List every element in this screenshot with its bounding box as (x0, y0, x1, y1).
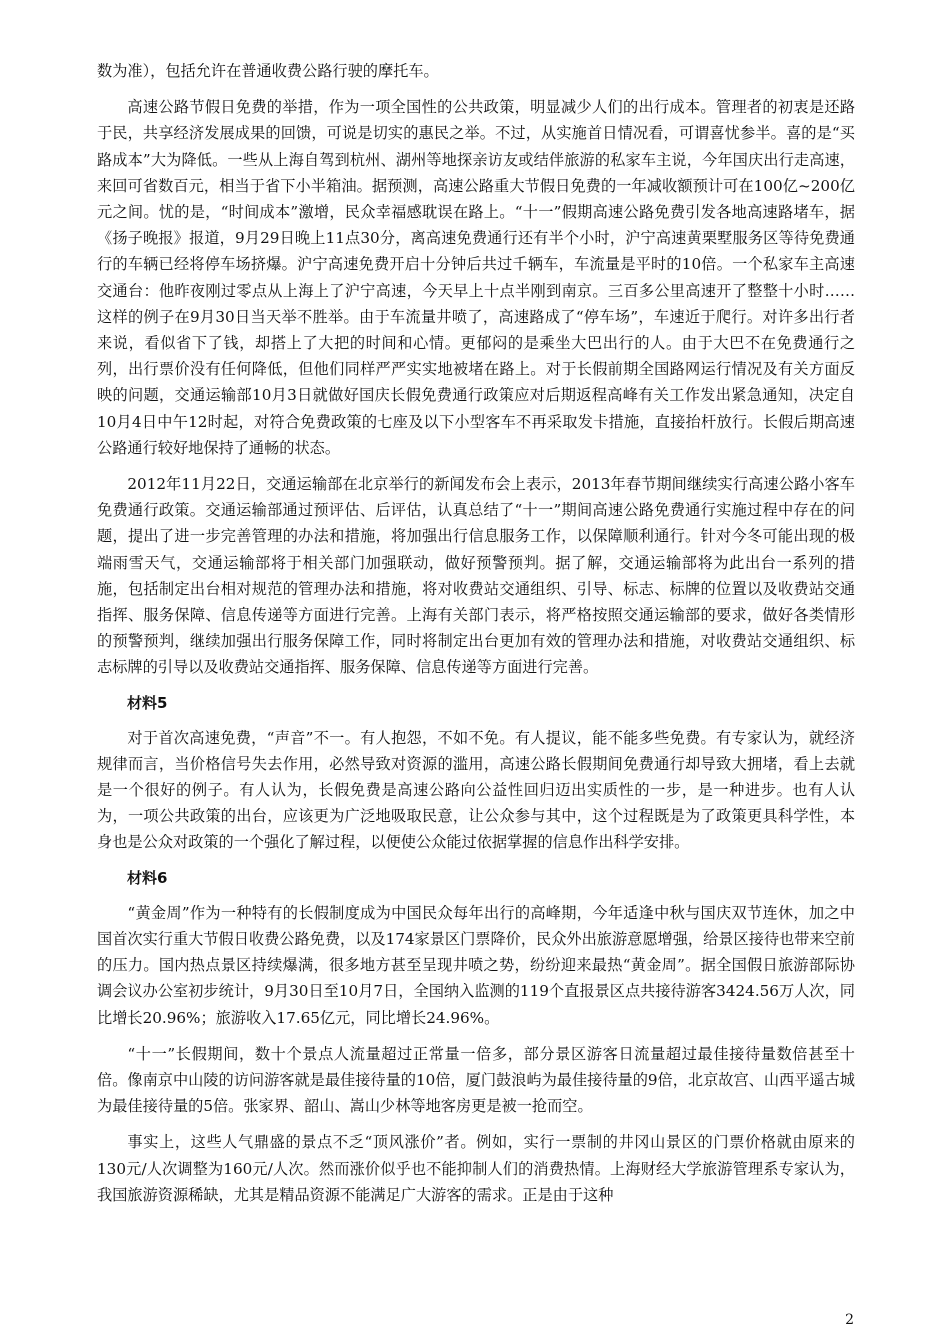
material-5-heading: 材料5 (127, 693, 168, 712)
paragraph-golden-week: “黄金周”作为一种特有的长假制度成为中国民众每年出行的高峰期，今年适逢中秋与国庆双节连休，加之中国首次实行重大节假日收费公路免费，以及174家景区门票降价，民众外出旅游意愿增强，给景区接待也带来空前的压力。国内热点景区持续爆满，很多地方甚至呈现井喷之势，纷纷迎来最热“黄金周”。据全国假日旅游部际协调会议办公室初步统计，9月30日至10月7日，全国纳入监测的119个直报景区点共接待游客3424.56万人次，同比增长20.96%；旅游收入17.65亿元，同比增长24.96%。 (97, 903, 855, 1027)
paragraph-public-opinion: 对于首次高速免费，“声音”不一。有人抱怨，不如不免。有人提议，能不能多些免费。有专家认为，就经济规律而言，当价格信号失去作用，必然导致对资源的滥用，高速公路长假期间免费通行却导致大拥堵，看上去就是一个很好的例子。有人认为，长假免费是高速公路向公益性回归迈出实质性的一步，是一种进步。也有人认为，一项公共政策的出台，应该更为广泛地吸取民意，让公众参与其中，这个过程既是为了政策更具科学性，本身也是公众对政策的一个强化了解过程，以便使公众能过依据掌握的信息作出科学安排。 (97, 728, 855, 852)
document-body (97, 58, 855, 1218)
paragraph-tourist-overload: “十一”长假期间，数十个景点人流量超过正常量一倍多，部分景区游客日流量超过最佳接待量数倍甚至十倍。像南京中山陵的访问游客就是最佳接待量的10倍，厦门鼓浪屿为最佳接待量的9倍，北京故宫、山西平遥古城为最佳接待量的5倍。张家界、韶山、嵩山少林等地客房更是被一抢而空。 (97, 1044, 855, 1116)
paragraph-continuation: 数为准），包括允许在普通收费公路行驶的摩托车。 (97, 62, 439, 80)
material-6-heading: 材料6 (127, 868, 168, 887)
paragraph-price-increase: 事实上，这些人气鼎盛的景点不乏“顶风涨价”者。例如，实行一票制的井冈山景区的门票价格就由原来的130元/人次调整为160元/人次。然而涨价似乎也不能抑制人们的消费热情。上海财经大学旅游管理系专家认为，我国旅游资源稀缺，尤其是精品资源不能满足广大游客的需求。正是由于这种 (97, 1133, 855, 1204)
paragraph-ministry-announcement: 2012年11月22日，交通运输部在北京举行的新闻发布会上表示，2013年春节期间继续实行高速公路小客车免费通行政策。交通运输部通过预评估、后评估，认真总结了“十一”期间高速公路免费通行实施过程中存在的问题，提出了进一步完善管理的办法和措施，将加强出行信息服务工作，以保障顺利通行。针对今冬可能出现的极端雨雪天气，交通运输部将于相关部门加强联动，做好预警预判。据了解，交通运输部将为此出台一系列的措施，包括制定出台相对规范的管理办法和措施，将对收费站交通组织、引导、标志、标牌的位置以及收费站交通指挥、服务保障、信息传递等方面进行完善。上海有关部门表示，将严格按照交通运输部的要求，做好各类情形的预警预判，继续加强出行服务保障工作，同时将制定出台更加有效的管理办法和措施，对收费站交通组织、标志标牌的引导以及收费站交通指挥、服务保障、信息传递等方面进行完善。 (97, 475, 855, 677)
paragraph-highway-free-policy: 高速公路节假日免费的举措，作为一项全国性的公共政策，明显减少人们的出行成本。管理者的初衷是还路于民，共享经济发展成果的回馈，可说是切实的惠民之举。不过，从实施首日情况看，可谓喜忧参半。喜的是“买路成本”大为降低。一些从上海自驾到杭州、湖州等地探亲访友或结伴旅游的私家车主说，今年国庆出行走高速，来回可省数百元，相当于省下小半箱油。据预测，高速公路重大节假日免费的一年减收额预计可在100亿~200亿元之间。忧的是，“时间成本”激增，民众幸福感耽误在路上。“十一”假期高速公路免费引发各地高速路堵车，据《扬子晚报》报道，9月29日晚上11点30分，离高速免费通行还有半个小时，沪宁高速黄栗墅服务区等待免费通行的车辆已经将停车场挤爆。沪宁高速免费开启十分钟后共过千辆车，车流量是平时的10倍。一个私家车主高速交通台：他昨夜刚过零点从上海上了沪宁高速，今天早上十点半刚到南京。三百多公里高速开了整整十小时……这样的例子在9月30日当天举不胜举。由于车流量井喷了，高速路成了“停车场”，车速近于爬行。对许多出行者来说，看似省下了钱，却搭上了大把的时间和心情。更郁闷的是乘坐大巴出行的人。由于大巴不在免费通行之列，出行票价没有任何降低，但他们同样严严实实地被堵在路上。对于长假前期全国路网运行情况及有关方面反映的问题，交通运输部10月3日就做好国庆长假免费通行政策应对后期返程高峰有关工作发出紧急通知，决定自10月4日中午12时起，对符合免费政策的七座及以下小型客车不再采取发卡措施，直接抬杆放行。长假后期高速公路通行较好地保持了通畅的状态。 (97, 98, 855, 457)
page-number: 2 (845, 1312, 854, 1328)
